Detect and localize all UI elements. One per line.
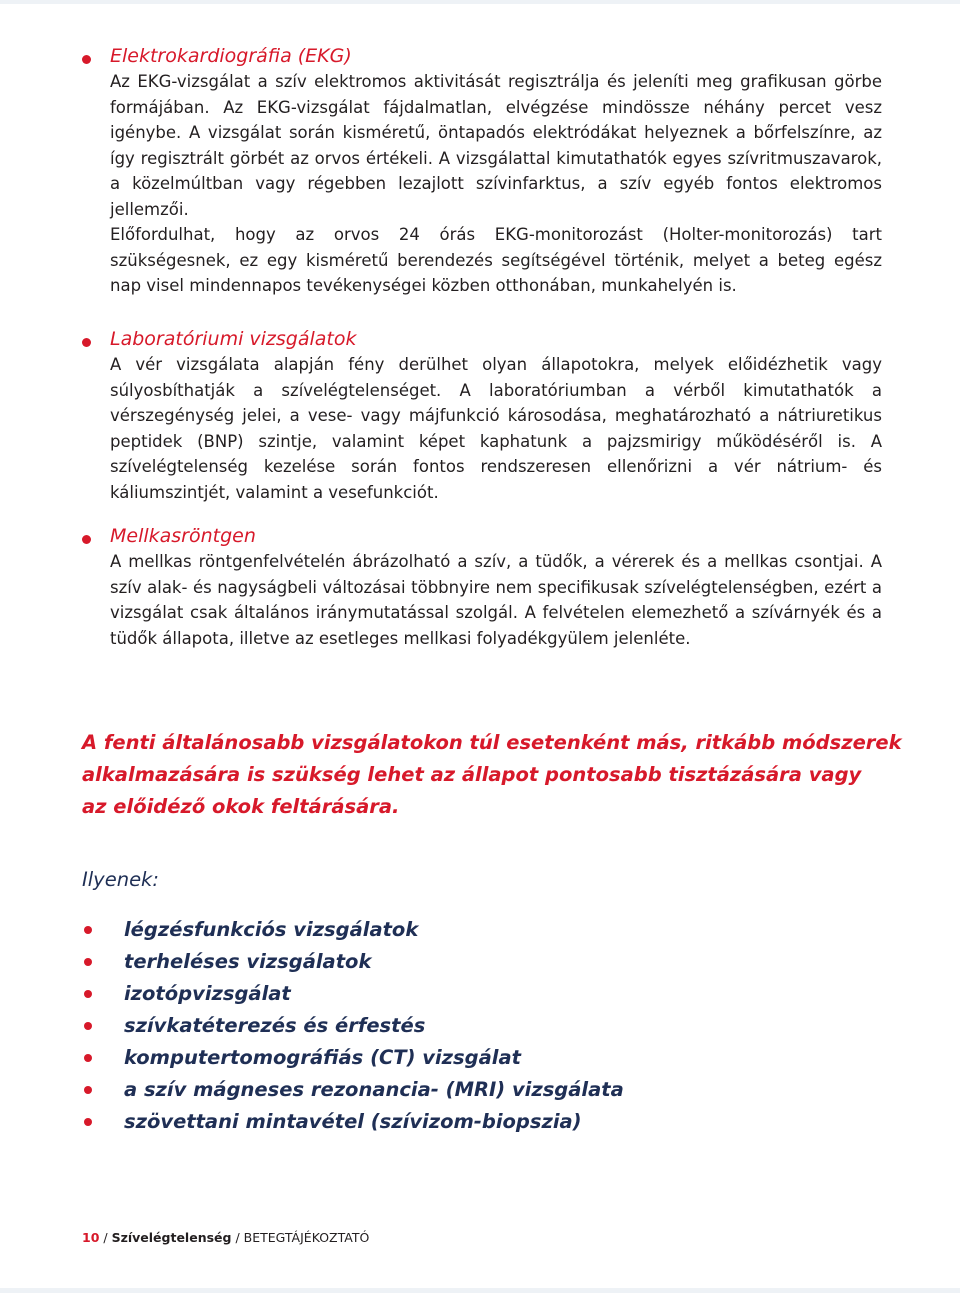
paragraph: A vér vizsgálata alapján fény derülhet olyan állapotokra, melyek előidézhetik vagy súlyosbíthatják a szívelégtelenséget. A laboratóriumban a vérből kimutathatók a vérszegénység jelei, a vese- vagy májfunkció károsodása, meghatározható a nátriuretikus peptidek (BNP) szintje, valamint képet kaphatunk a pajzsmirigy működéséről is. A szívelégtelenség kezelése során fontos rendszeresen ellenőrizni a vér nátrium- és káliumszintjét, valamint a vesefunkciót. [110, 355, 882, 502]
bottom-rule [0, 1288, 960, 1293]
section-chest-xray [82, 524, 882, 651]
emphasis-line: A fenti általánosabb vizsgálatokon túl esetenként más, ritkább módszerek [82, 731, 902, 754]
footer-title: Szívelégtelenség [111, 1230, 232, 1245]
page-number: 10 [82, 1230, 100, 1245]
list-item-label: terheléses vizsgálatok [124, 950, 372, 973]
list-item-label: légzésfunkciós vizsgálatok [124, 918, 419, 941]
bullet-icon [82, 535, 91, 544]
list-item [82, 914, 624, 946]
list-intro: Ilyenek: [82, 868, 159, 891]
bullet-icon [84, 1086, 92, 1094]
list-item [82, 1106, 624, 1138]
emphasis-statement [82, 727, 902, 823]
other-methods-list [82, 914, 624, 1138]
section-heading-chest-xray: Mellkasröntgen [110, 525, 256, 547]
paragraph: Előfordulhat, hogy az orvos 24 órás EKG-monitorozást (Holter-monitorozás) tart szükségesnek, ez egy kisméretű berendezés segítségével történik, melyet a beteg egész nap visel mindennapos tevékenységei közben otthonában, munkahelyén is. [110, 225, 882, 295]
list-item [82, 946, 624, 978]
emphasis-line: alkalmazására is szükség lehet az állapot pontosabb tisztázására vagy [82, 763, 862, 786]
list-item [82, 1010, 624, 1042]
bullet-icon [82, 338, 91, 347]
section-body-ekg [110, 69, 882, 299]
list-item-label: szövettani mintavétel (szívizom-biopszia) [124, 1110, 582, 1133]
section-heading-laboratory: Laboratóriumi vizsgálatok [110, 328, 357, 350]
page-footer [82, 1229, 369, 1247]
list-item-label: a szív mágneses rezonancia- (MRI) vizsgálata [124, 1078, 624, 1101]
paragraph: A mellkas röntgenfelvételén ábrázolható a szív, a tüdők, a vérerek és a mellkas csontjai. A szív alak- és nagyságbeli változásai többnyire nem specifikusak szívelégtelenségben, ezért a vizsgálat csak általános iránymutatással szolgál. A felvételen elemezhető a szívárnyék és a tüdők állapota, illetve az esetleges mellkasi folyadékgyülem jelenléte. [110, 552, 882, 648]
section-body-chest-xray [110, 549, 882, 651]
bullet-icon [84, 1022, 92, 1030]
list-item-label: szívkatéterezés és érfestés [124, 1014, 426, 1037]
section-laboratory [82, 327, 882, 505]
list-item-label: komputertomográfiás (CT) vizsgálat [124, 1046, 521, 1069]
paragraph: Az EKG-vizsgálat a szív elektromos aktivitását regisztrálja és jeleníti meg grafikusan görbe formájában. Az EKG-vizsgálat fájdalmatlan, elvégzése mindössze néhány percet vesz igénybe. A vizsgálat során kisméretű, öntapadós elektródákat helyeznek a bőrfelszínre, az így regisztrált görbét az orvos értékeli. A vizsgálattal kimutathatók egyes szívritmuszavarok, a közelmúltban vagy régebben lezajlott szívinfarktus, a szív egyéb fontos elektromos jellemzői. [110, 72, 882, 219]
list-item-label: izotópvizsgálat [124, 982, 291, 1005]
bullet-icon [84, 990, 92, 998]
section-body-laboratory [110, 352, 882, 505]
bullet-icon [84, 926, 92, 934]
top-rule [0, 0, 960, 4]
bullet-icon [82, 55, 91, 64]
section-heading-ekg: Elektrokardiográfia (EKG) [110, 45, 352, 67]
footer-separator: / [99, 1230, 112, 1245]
footer-separator: / [231, 1230, 244, 1245]
footer-subtitle: BETEGTÁJÉKOZTATÓ [243, 1230, 370, 1245]
bullet-icon [84, 1054, 92, 1062]
bullet-icon [84, 958, 92, 966]
section-ekg [82, 44, 882, 299]
emphasis-line: az előidéző okok feltárására. [82, 795, 400, 818]
list-item [82, 978, 624, 1010]
list-item [82, 1074, 624, 1106]
list-item [82, 1042, 624, 1074]
bullet-icon [84, 1118, 92, 1126]
